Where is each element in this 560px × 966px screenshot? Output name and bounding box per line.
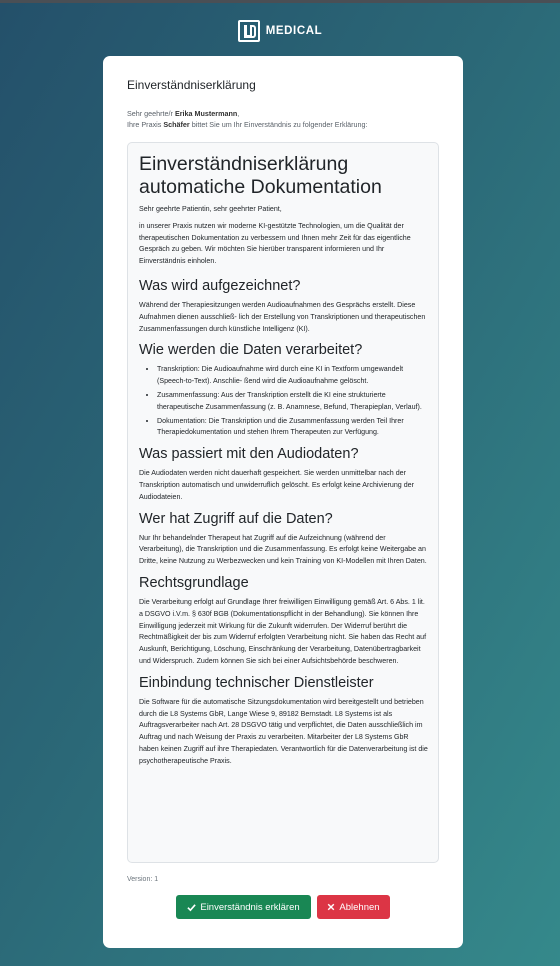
section-heading: Wie werden die Daten verarbeitet? (139, 342, 363, 359)
document-salutation: Sehr geehrte Patientin, sehr geehrter Patient, (139, 205, 282, 213)
section-heading: Einbindung technischer Dienstleister (139, 674, 374, 691)
practice-name: Schäfer (163, 120, 190, 129)
x-icon (327, 903, 335, 911)
version-label: Version: 1 (127, 876, 159, 883)
section-heading: Was wird aufgezeichnet? (139, 277, 301, 294)
section-text: Die Audiodaten werden nicht dauerhaft gespeichert. Sie werden unmittelbar nach der Transkription automatisch und unwiderruflich gelöscht. Es erfolgt keine Archivierung der Audiodateien. (139, 469, 414, 501)
brand-logo (0, 20, 560, 42)
greeting-prefix: Sehr geehrte/r (127, 109, 175, 118)
practice-suffix: bittet Sie um Ihr Einverständnis zu folgender Erklärung: (189, 120, 368, 129)
section-heading: Wer hat Zugriff auf die Daten? (139, 510, 333, 527)
decline-button[interactable] (317, 895, 390, 919)
practice-prefix: Ihre Praxis (127, 120, 164, 129)
list-item: • Dokumentation: Die Transkription und die Zusammenfassung werden Teil Ihrer Therapiedokumentation und stehen Ihrem Therapeuten zur Verfügung. (157, 416, 428, 440)
section-heading: Rechtsgrundlage (139, 574, 249, 591)
consent-document[interactable] (127, 142, 439, 863)
document-intro: in unserer Praxis nutzen wir moderne KI-gestützte Technologien, um die Qualität der therapeutischen Dokumentation zu verbessern und Ihnen mehr Zeit für das eigentliche Gespräch zu geben. Wir möchten Sie hierüber transparent informieren und Ihr Einverständnis einholen. (139, 221, 411, 266)
accept-button[interactable] (176, 895, 311, 919)
accept-label: Einverständnis erklären (200, 901, 300, 913)
section-heading: Was passiert mit den Audiodaten? (139, 446, 359, 463)
list-item: • Transkription: Die Audioaufnahme wird durch eine KI in Textform umgewandelt (Speech-to-Text). Anschlie- ßend wird die Audioaufnahme gelöscht. (157, 364, 428, 388)
consent-card (103, 56, 463, 948)
card-title: Einverständniserklärung (127, 78, 256, 92)
decline-label: Ablehnen (339, 901, 380, 913)
greeting (127, 108, 439, 130)
patient-name: Erika Mustermann (174, 109, 238, 118)
processing-list (139, 364, 428, 439)
l8-logo-icon (238, 20, 260, 42)
document-title: Einverständniserklärung automatiche Dokumentation (139, 153, 382, 198)
greeting-suffix: , (237, 109, 240, 118)
brand-name: MEDICAL (265, 25, 323, 37)
action-buttons (127, 895, 439, 919)
check-icon (187, 903, 196, 912)
top-border (0, 0, 560, 3)
list-item: • Zusammenfassung: Aus der Transkription erstellt die KI eine strukturierte therapeutische Zusammenfassung (z. B. Anamnese, Befund, Therapieplan, Verlauf). (157, 390, 428, 414)
section-text: Nur Ihr behandelnder Therapeut hat Zugriff auf die Aufzeichnung (während der Verarbeitung), die Transkription und die Zusammenfassung. Es erfolgt keine Weitergabe an Dritte, keine Nutzung zu Werbezwecken und kein Training von KI-Modellen mit Ihren Daten. (139, 533, 427, 566)
section-text: Die Verarbeitung erfolgt auf Grundlage Ihrer freiwilligen Einwilligung gemäß Art. 6 Abs. 1 lit. a DSGVO i.V.m. § 630f BGB (Dokumentationspflicht in der Behandlung). Sie können Ihre Einwilligung jederzeit mit Wirkung für die Zukunft widerrufen. Der Widerruf berührt die Rechtmäßigkeit der bis zum Widerruf erfolgten Verarbeitung nicht. Sie haben das Recht auf Auskunft, Berichtigung, Löschung, Einschränkung der Verarbeitung, Datenübertragbarkeit und Widerspruch. Zudem können Sie sich bei einer Aufsichtsbehörde beschweren. (139, 597, 427, 665)
section-text: Die Software für die automatische Sitzungsdokumentation wird bereitgestellt und betrieben durch die L8 Systems GbR, Lange Wiese 9, 89182 Bernstadt. L8 Systems ist als Auftragsverarbeiter nach Art. 28 DSGVO tätig und verpflichtet, die Daten ausschließlich im Auftrag und nach Weisung der Praxis zu verarbeiten. Mitarbeiter der L8 Systems GbR haben keinen Zugriff auf ihre Therapiedaten. Verantwortlich für die Datenverarbeitung ist die psychotherapeutische Praxis. (139, 697, 428, 765)
section-text: Während der Therapiesitzungen werden Audioaufnahmen des Gesprächs erstellt. Diese Aufnahmen dienen ausschließ- lich der Erstellung von Transkriptionen und therapeutischen Zusammenfassungen durch künstliche Intelligenz (KI). (139, 300, 426, 333)
